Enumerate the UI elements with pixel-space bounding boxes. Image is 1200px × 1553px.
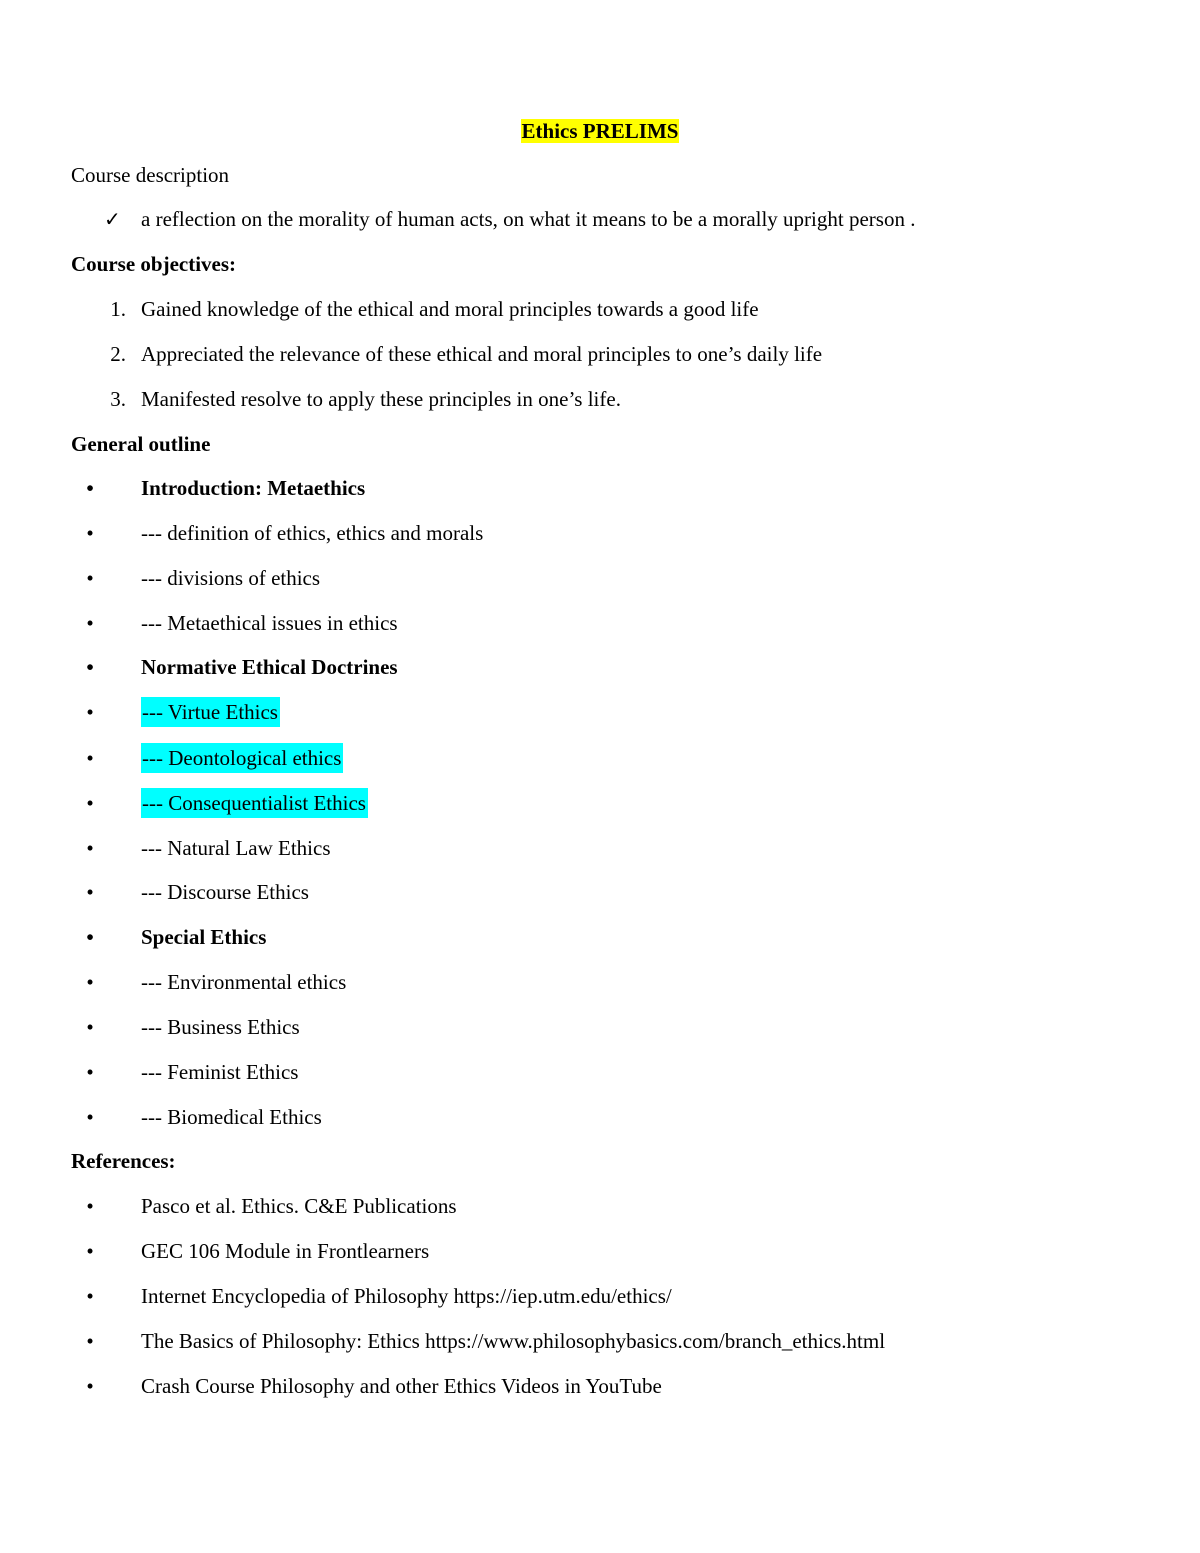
outline-item-text-highlighted: --- Consequentialist Ethics <box>141 788 368 818</box>
outline-item-text-highlighted: --- Deontological ethics <box>141 743 343 773</box>
list-number: 3. <box>110 387 126 411</box>
bullet-icon: • <box>86 746 94 770</box>
outline-item-text: --- Biomedical Ethics <box>141 1105 322 1129</box>
bullet-icon: • <box>86 1105 94 1129</box>
outline-section-title: Special Ethics <box>141 925 267 949</box>
reference-text: GEC 106 Module in Frontlearners <box>141 1239 430 1263</box>
references-heading: References: <box>71 1149 176 1173</box>
outline-item-text: --- divisions of ethics <box>141 566 321 590</box>
outline-item-text: --- Metaethical issues in ethics <box>141 611 398 635</box>
bullet-icon: • <box>86 1194 94 1218</box>
bullet-icon: • <box>86 1374 94 1398</box>
document-title-text: Ethics PRELIMS <box>521 119 679 143</box>
bullet-icon: • <box>86 476 94 500</box>
bullet-icon: • <box>86 1060 94 1084</box>
general-outline-heading: General outline <box>71 432 211 456</box>
course-description-text: a reflection on the morality of human acts, on what it means to be a morally upright person . <box>141 207 916 231</box>
list-number: 2. <box>110 342 126 366</box>
bullet-icon: • <box>86 836 94 860</box>
bullet-icon: • <box>86 791 94 815</box>
bullet-icon: • <box>86 925 94 949</box>
outline-item-text-highlighted: --- Virtue Ethics <box>141 697 280 727</box>
course-description-label: Course description <box>71 163 230 187</box>
outline-item-text: --- definition of ethics, ethics and morals <box>141 521 484 545</box>
objective-text: Manifested resolve to apply these principles in one’s life. <box>141 387 621 411</box>
bullet-icon: • <box>86 1284 94 1308</box>
reference-text: The Basics of Philosophy: Ethics https://www.philosophybasics.com/branch_ethics.html <box>141 1329 886 1353</box>
reference-text: Internet Encyclopedia of Philosophy https://iep.utm.edu/ethics/ <box>141 1284 672 1308</box>
outline-item-text: --- Environmental ethics <box>141 970 347 994</box>
bullet-icon: • <box>86 970 94 994</box>
bullet-icon: • <box>86 521 94 545</box>
outline-item-text: --- Feminist Ethics <box>141 1060 299 1084</box>
bullet-icon: • <box>86 880 94 904</box>
objective-text: Gained knowledge of the ethical and moral principles towards a good life <box>141 297 759 321</box>
checkmark-icon: ✓ <box>104 207 121 231</box>
outline-item-text: --- Business Ethics <box>141 1015 300 1039</box>
objective-text: Appreciated the relevance of these ethical and moral principles to one’s daily life <box>141 342 823 366</box>
bullet-icon: • <box>86 1239 94 1263</box>
course-objectives-heading: Course objectives: <box>71 252 237 276</box>
bullet-icon: • <box>86 700 94 724</box>
bullet-icon: • <box>86 1329 94 1353</box>
bullet-icon: • <box>86 655 94 679</box>
bullet-icon: • <box>86 1015 94 1039</box>
reference-text: Pasco et al. Ethics. C&E Publications <box>141 1194 457 1218</box>
outline-item-text: --- Natural Law Ethics <box>141 836 331 860</box>
reference-text: Crash Course Philosophy and other Ethics Videos in YouTube <box>141 1374 662 1398</box>
bullet-icon: • <box>86 566 94 590</box>
outline-section-title: Introduction: Metaethics <box>141 476 366 500</box>
document-title <box>0 116 1200 146</box>
outline-item-text: --- Discourse Ethics <box>141 880 309 904</box>
outline-section-title: Normative Ethical Doctrines <box>141 655 398 679</box>
bullet-icon: • <box>86 611 94 635</box>
list-number: 1. <box>110 297 126 321</box>
